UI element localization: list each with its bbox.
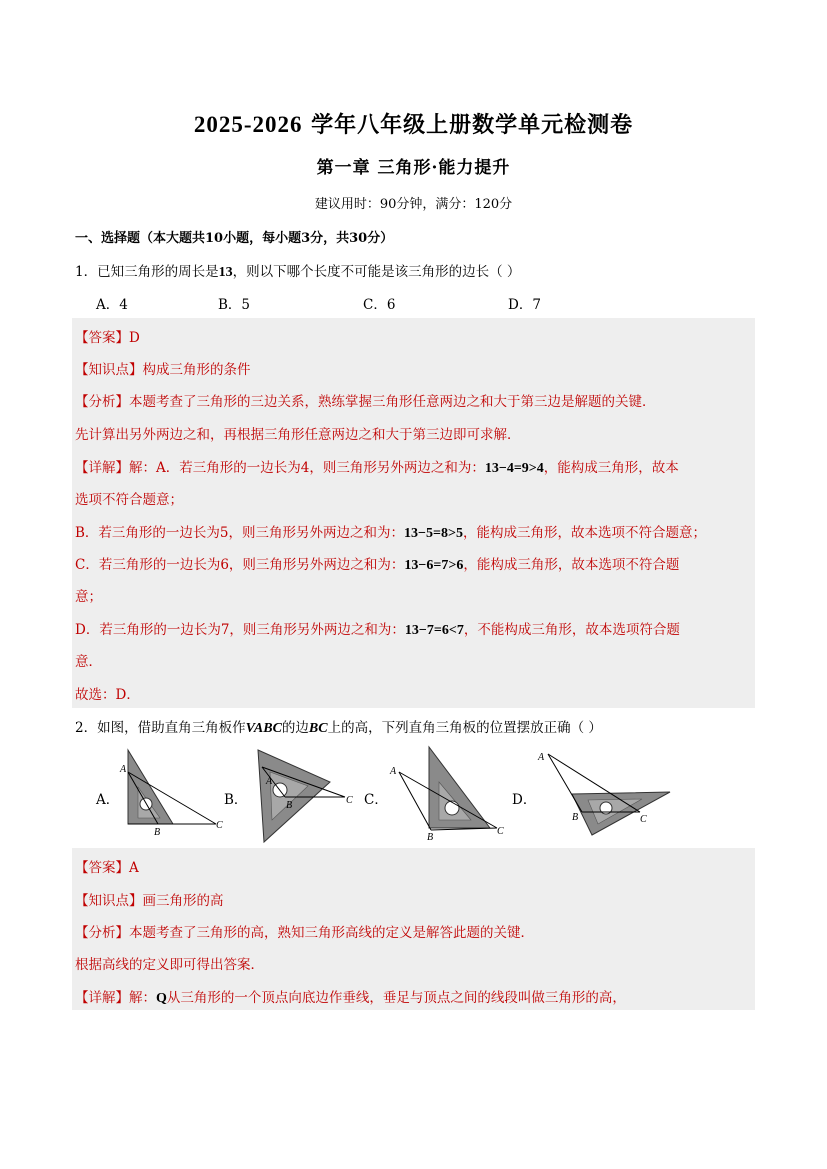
q2-figure-c xyxy=(385,742,510,842)
label-a: A xyxy=(120,764,127,775)
q1-analysis xyxy=(75,390,656,410)
q2-kp-text: 画三角形的高 xyxy=(142,893,224,909)
q1-detail-c-post: ，能构成三角形，故本选项不符合题 xyxy=(463,557,680,573)
q1-answer xyxy=(75,326,140,346)
q1-detail-d-post: ，不能构成三角形，故本选项符合题 xyxy=(463,622,680,638)
q2-knowledge-point xyxy=(75,889,224,909)
q2-stem-math: VABC xyxy=(245,721,282,736)
q2-detail-tag: 【详解】 xyxy=(75,990,129,1006)
q1-detail-d-math: 13−7=6<7 xyxy=(404,623,464,638)
q1-option-b: B．5 xyxy=(218,297,251,313)
q2-detail xyxy=(75,986,626,1007)
page-title xyxy=(0,108,827,139)
label-a: A xyxy=(538,752,545,763)
q2-analysis-2: 根据高线的定义即可得出答案． xyxy=(75,957,264,973)
q1-detail-b-pre: B．若三角形的一边长为5，则三角形另外两边之和为： xyxy=(75,525,405,541)
label-b: B xyxy=(286,800,293,811)
q2-fig-label-d: D． xyxy=(512,792,537,808)
q2-stem xyxy=(75,716,602,737)
q2-analysis-text: 本题考查了三角形的高，熟知三角形高线的定义是解答此题的关键． xyxy=(129,925,534,941)
q2-fig-label-b: B． xyxy=(224,792,248,808)
q2-analysis xyxy=(75,921,534,941)
q2-detail-pre: 解： xyxy=(129,990,156,1006)
q1-analysis-2: 先计算出另外两边之和，再根据三角形任意两边之和大于第三边即可求解． xyxy=(75,427,521,443)
set-square-d xyxy=(572,792,670,835)
q1-detail-a-math: 13−4=9>4 xyxy=(484,461,544,476)
q1-answer-tag: 【答案】 xyxy=(75,330,129,346)
page-subtitle: 第一章 三角形·能力提升 xyxy=(316,158,511,178)
q2-figure-d xyxy=(530,742,675,842)
q2-fig-label-c: C． xyxy=(364,792,388,808)
q1-detail-c xyxy=(75,553,679,574)
q1-detail-d-pre: D．若三角形的一边长为7，则三角形另外两边之和为： xyxy=(75,622,405,638)
q1-option-a: A．4 xyxy=(96,297,128,313)
section-heading: 一、选择题（本大题共10小题，每小题3分，共30分） xyxy=(75,231,394,246)
q2-stem-pre: 2．如图，借助直角三角板作 xyxy=(75,720,246,736)
q1-stem-pre: 1．已知三角形的周长是 xyxy=(75,264,219,280)
label-c: C xyxy=(497,826,504,837)
q2-kp-tag: 【知识点】 xyxy=(75,893,143,909)
label-b: B xyxy=(427,832,434,842)
label-c: C xyxy=(346,795,353,806)
time-score-advice: 建议用时：90分钟，满分：120分 xyxy=(314,197,513,212)
q2-fig-label-a: A． xyxy=(96,792,120,808)
q2-stem-post: 上的高，下列直角三角板的位置摆放正确（ ） xyxy=(327,720,602,736)
label-b: B xyxy=(572,812,579,823)
label-c: C xyxy=(216,820,223,831)
q1-detail-b-math: 13−5=8>5 xyxy=(404,526,463,541)
q1-detail-d-cont: 意． xyxy=(75,654,102,670)
q2-stem-mid: 的边 xyxy=(281,720,309,736)
q1-detail-b-post: ，能构成三角形，故本选项不符合题意； xyxy=(462,525,706,541)
q1-stem-num: 13 xyxy=(218,265,233,280)
q2-figure-a xyxy=(118,742,228,837)
label-a: A xyxy=(266,776,273,787)
q1-detail-a-pre: 解：A．若三角形的一边长为4，则三角形另外两边之和为： xyxy=(129,460,485,476)
q2-answer-value: A xyxy=(129,860,139,876)
q1-stem xyxy=(75,260,520,281)
q2-answer xyxy=(75,856,139,876)
q1-conclusion: 故选：D． xyxy=(75,687,140,703)
q1-option-d: D．7 xyxy=(508,297,541,313)
q1-detail-c-pre: C．若三角形的一边长为6，则三角形另外两边之和为： xyxy=(75,557,405,573)
q2-figure-b xyxy=(250,742,360,847)
q1-detail-tag: 【详解】 xyxy=(75,460,129,476)
q1-answer-value: D xyxy=(129,330,140,346)
label-c: C xyxy=(640,814,647,825)
q1-knowledge-point xyxy=(75,358,251,378)
q2-answer-tag: 【答案】 xyxy=(75,860,129,876)
q1-detail-c-cont: 意； xyxy=(75,589,102,605)
q1-detail-b xyxy=(75,521,706,542)
title-text: 学年八年级上册数学单元检测卷 xyxy=(302,112,634,138)
set-square-c-hole xyxy=(445,801,459,815)
q1-kp-text: 构成三角形的条件 xyxy=(142,362,251,378)
label-b: B xyxy=(154,827,161,837)
q2-analysis-tag: 【分析】 xyxy=(75,925,129,941)
q2-stem-math2: BC xyxy=(308,721,328,736)
q2-detail-post: 从三角形的一个顶点向底边作垂线，垂足与顶点之间的线段叫做三角形的高， xyxy=(166,990,626,1006)
triangle-side-ab xyxy=(548,754,582,812)
q1-analysis-tag: 【分析】 xyxy=(75,394,129,410)
q1-option-c: C．6 xyxy=(363,297,396,313)
q1-kp-tag: 【知识点】 xyxy=(75,362,143,378)
q1-detail-d xyxy=(75,618,680,639)
q1-detail-a-post: ，能构成三角形，故本 xyxy=(543,460,679,476)
q1-detail-c-math: 13−6=7>6 xyxy=(404,558,464,573)
q1-detail-a xyxy=(75,456,679,477)
title-year: 2025-2026 xyxy=(193,112,303,137)
label-a: A xyxy=(390,766,397,777)
q2-detail-math: Q xyxy=(156,991,167,1006)
q1-stem-post: ，则以下哪个长度不可能是该三角形的边长（ ） xyxy=(232,264,521,280)
q1-detail-a-cont: 选项不符合题意； xyxy=(75,492,183,508)
q1-analysis-text: 本题考查了三角形的三边关系，熟练掌握三角形任意两边之和大于第三边是解题的关键． xyxy=(129,394,656,410)
